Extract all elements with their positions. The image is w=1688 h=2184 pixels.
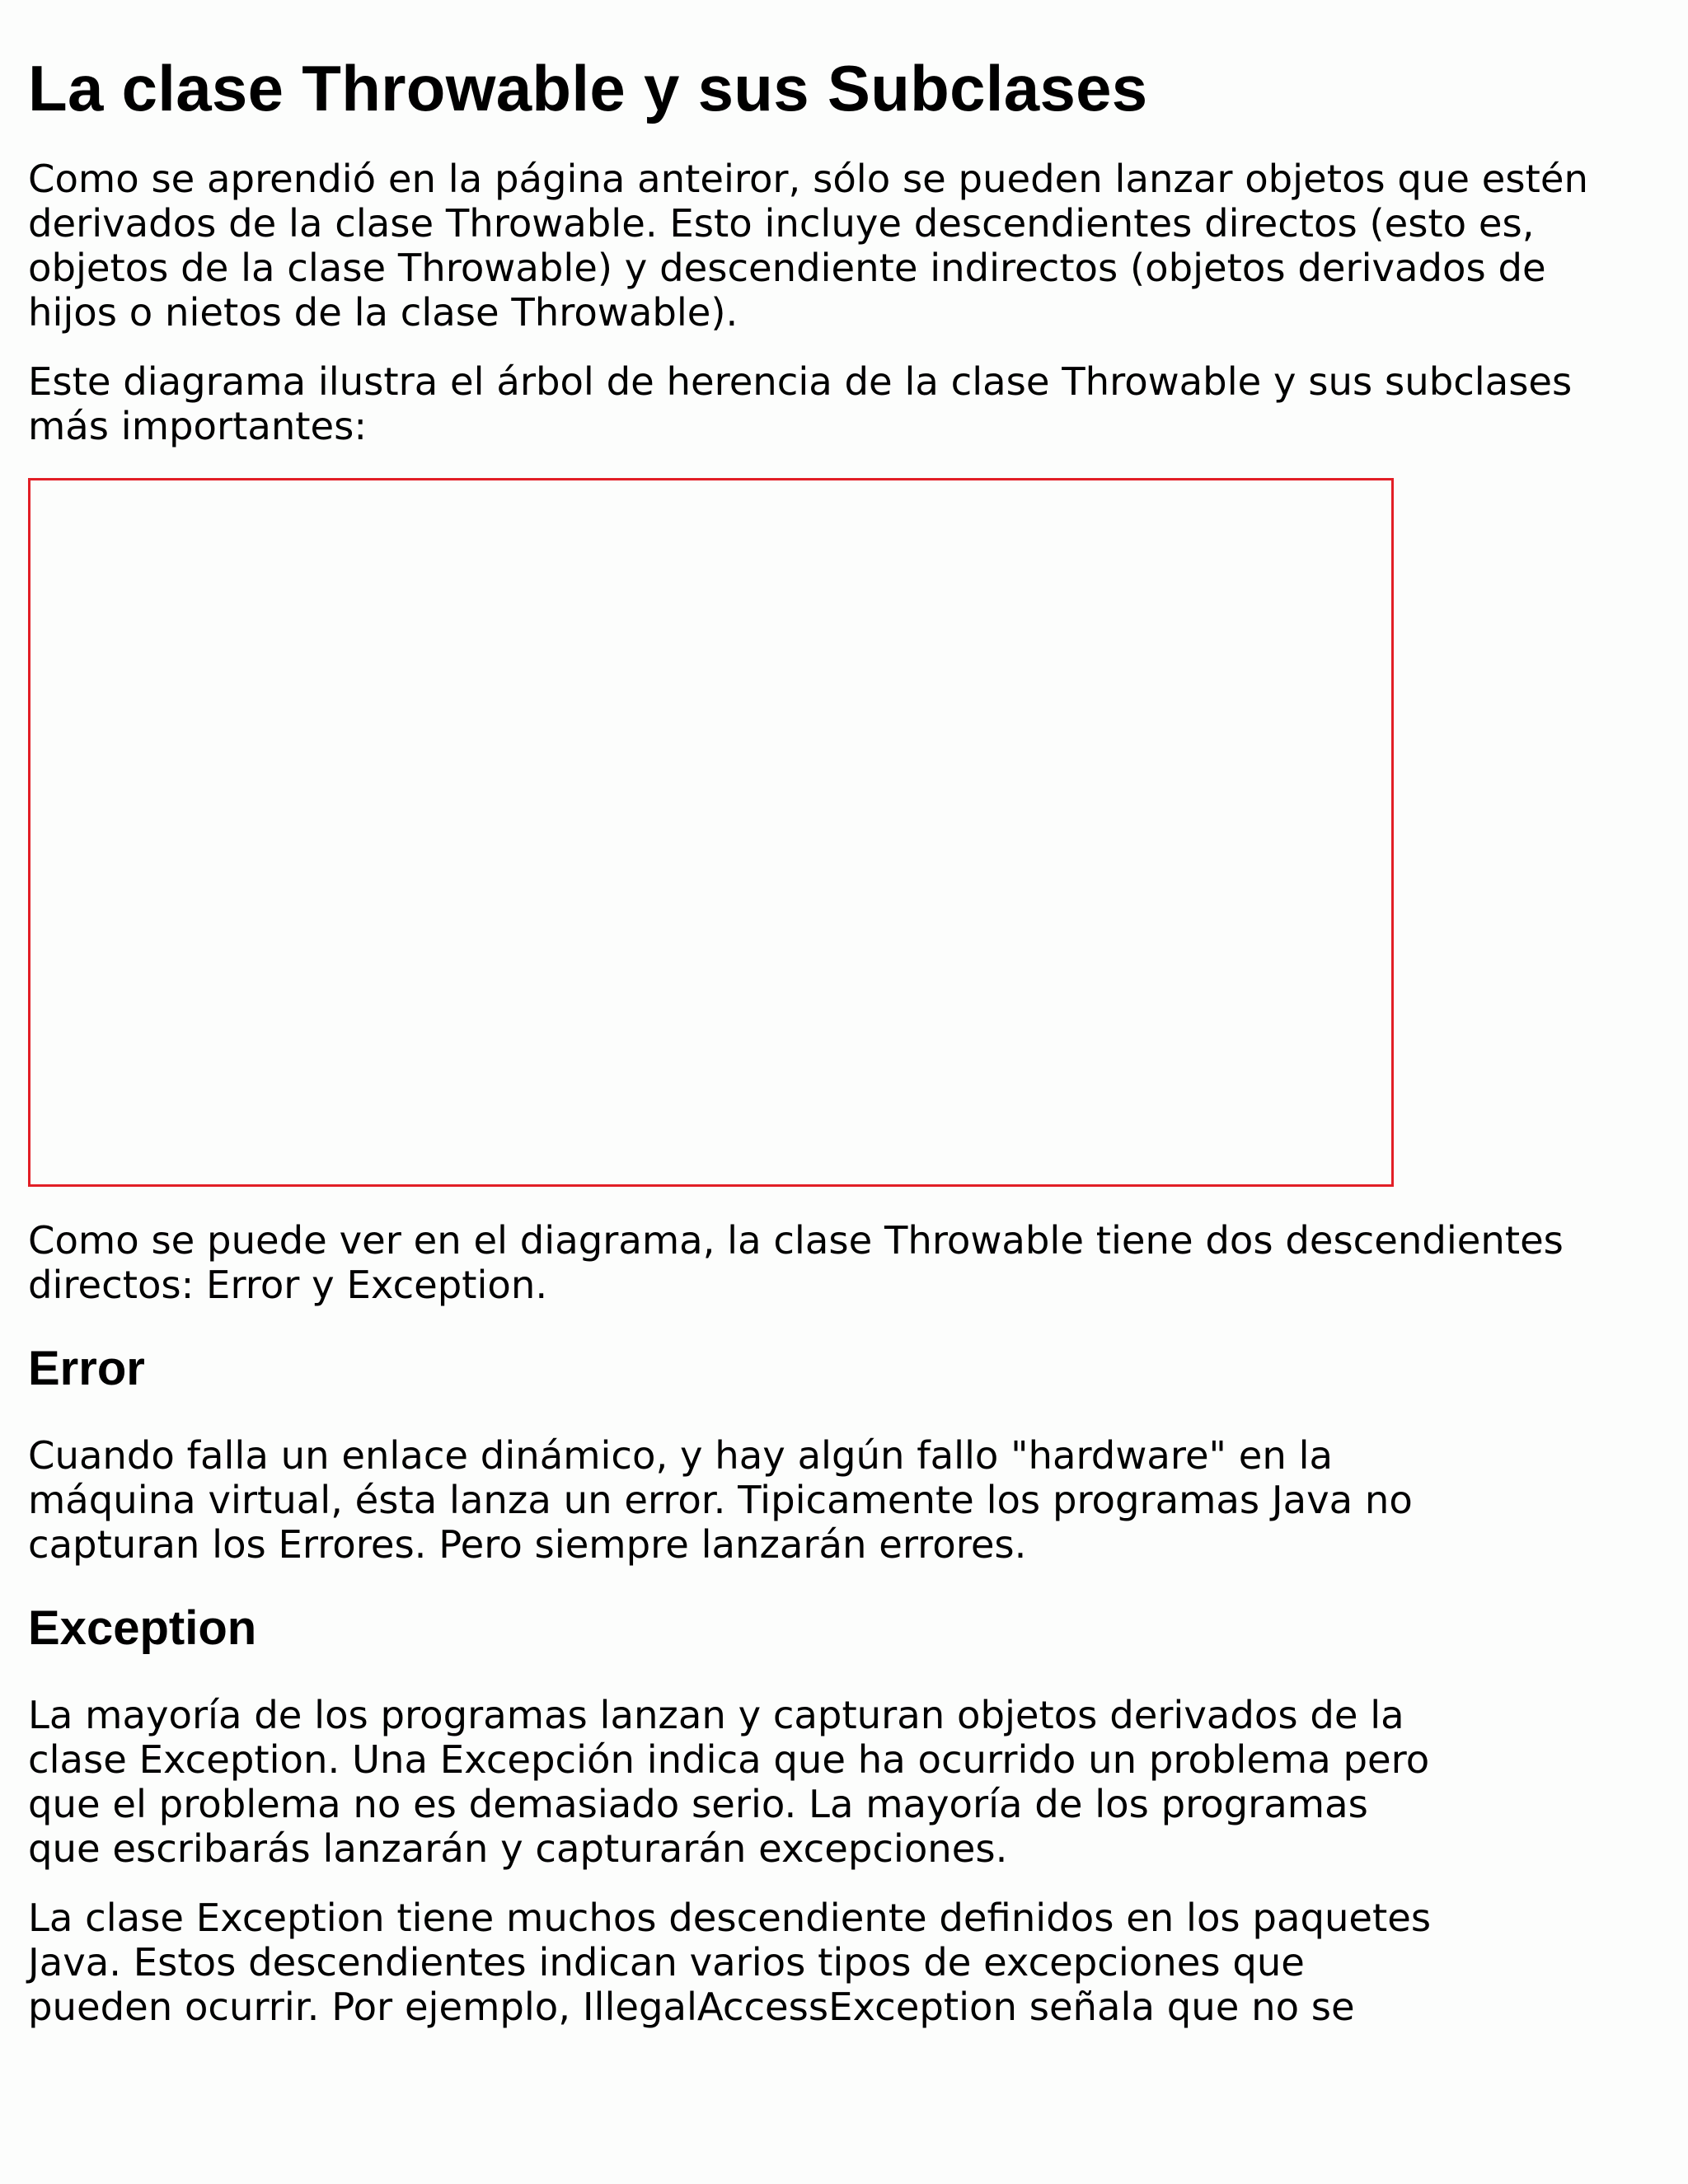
text-line: más importantes: [28, 404, 368, 448]
text-line: pueden ocurrir. Por ejemplo, IllegalAccessException señala que no se [28, 1985, 1355, 2029]
text-line: Este diagrama ilustra el árbol de herencia de la clase Throwable y sus subclases [28, 359, 1573, 404]
intro-paragraph-2 [28, 359, 1668, 448]
text-line: capturan los Errores. Pero siempre lanzarán errores. [28, 1522, 1027, 1567]
error-paragraph [28, 1433, 1668, 1567]
inheritance-diagram-placeholder [28, 478, 1394, 1187]
page-title: La clase Throwable y sus Subclases [28, 52, 1148, 124]
text-line: que escribarás lanzarán y capturarán excepciones. [28, 1826, 1008, 1871]
text-line: directos: Error y Exception. [28, 1263, 548, 1307]
text-line: Como se aprendió en la página anteiror, sólo se pueden lanzar objetos que estén [28, 157, 1588, 201]
text-line: que el problema no es demasiado serio. La mayoría de los programas [28, 1782, 1368, 1826]
text-line: objetos de la clase Throwable) y descendiente indirectos (objetos derivados de [28, 246, 1546, 290]
intro-paragraph-1 [28, 157, 1668, 335]
document-page [28, 0, 1668, 2029]
error-heading: Error [28, 1342, 145, 1395]
text-line: derivados de la clase Throwable. Esto incluye descendientes directos (esto es, [28, 201, 1535, 246]
exception-paragraph-2 [28, 1896, 1668, 2029]
text-line: hijos o nietos de la clase Throwable). [28, 290, 738, 335]
exception-paragraph-1 [28, 1693, 1668, 1871]
text-line: La clase Exception tiene muchos descendiente definidos en los paquetes [28, 1896, 1432, 1940]
text-line: máquina virtual, ésta lanza un error. Tipicamente los programas Java no [28, 1478, 1413, 1522]
text-line: La mayoría de los programas lanzan y capturan objetos derivados de la [28, 1693, 1404, 1737]
text-line: Cuando falla un enlace dinámico, y hay algún fallo "hardware" en la [28, 1433, 1333, 1478]
text-line: Como se puede ver en el diagrama, la clase Throwable tiene dos descendientes [28, 1218, 1564, 1263]
text-line: clase Exception. Una Excepción indica que ha ocurrido un problema pero [28, 1737, 1430, 1782]
text-line: Java. Estos descendientes indican varios tipos de excepciones que [28, 1940, 1305, 1985]
exception-heading: Exception [28, 1601, 257, 1655]
after-diagram-paragraph [28, 1218, 1668, 1307]
